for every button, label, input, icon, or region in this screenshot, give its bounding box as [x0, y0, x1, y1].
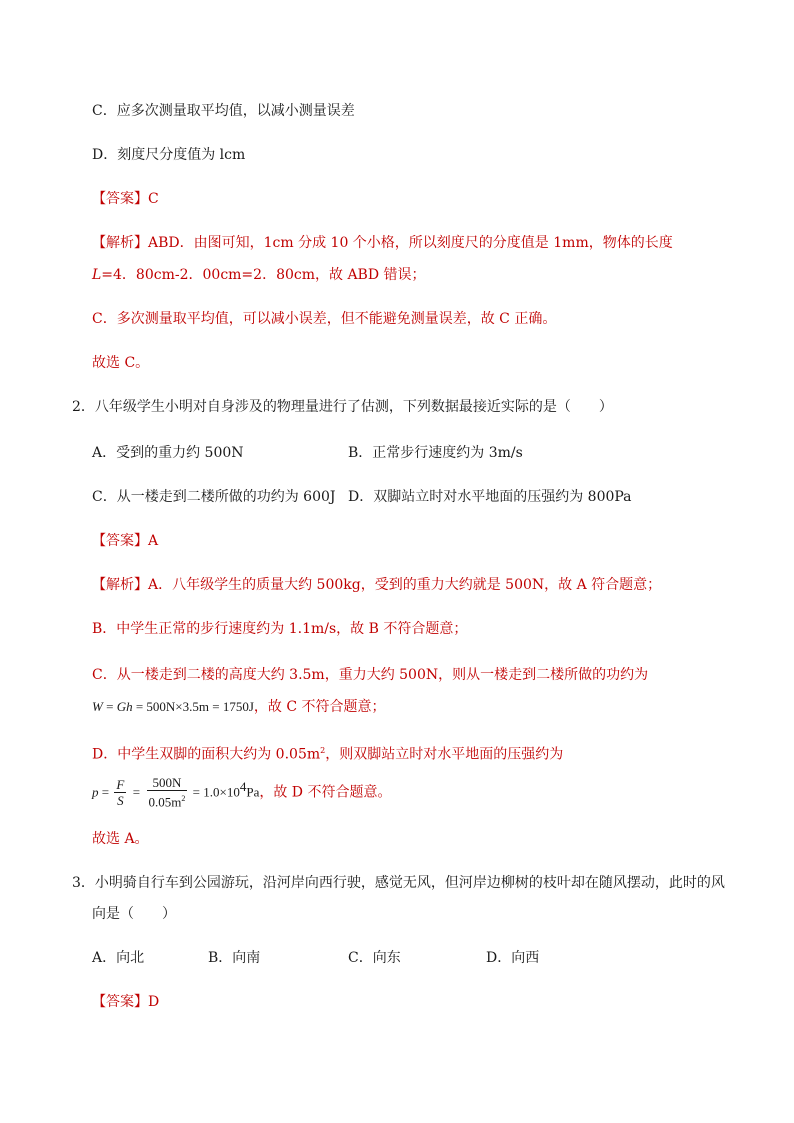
fraction-num-500n: 500N	[147, 775, 188, 791]
fraction-f-over-s	[114, 777, 126, 808]
formula-w-tail: ，故 C 不符合题意；	[253, 699, 386, 715]
fraction-den-s: S	[117, 793, 124, 809]
formula-p-result-sup: 4	[239, 779, 247, 794]
analysis-d-pre: D．中学生双脚的面积大约为 0.05m	[92, 746, 321, 763]
q2-option-a: A．受到的重力约 500N	[92, 445, 244, 461]
variable-l: L	[92, 267, 102, 283]
formula-p-eq: =	[98, 784, 113, 800]
q1-analysis-line3: C．多次测量取平均值，可以减小误差，但不能避免测量误差，故 C 正确。	[92, 311, 557, 327]
q2-formula-work	[92, 697, 386, 717]
q2-stem: 2．八年级学生小明对自身涉及的物理量进行了估测，下列数据最接近实际的是（ ）	[72, 399, 613, 415]
answer-tag: 【答案】	[92, 994, 148, 1010]
analysis-d-post: ，则双脚站立时对水平地面的压强约为	[325, 746, 564, 763]
formula-p-result: = 1.0×10	[189, 784, 240, 800]
q3-option-b: B．向南	[208, 950, 261, 966]
q2-formula-pressure: p = $\frac{F}{S}$ = $\frac{500N}{0.05m^2}$ = $1.0\times 10^4Pa$，故 D 不符合题意。	[92, 775, 392, 810]
q1-analysis-line2	[92, 265, 426, 285]
fraction-value	[147, 775, 188, 809]
analysis-text: =4．80cm-2．00cm=2．80cm，故 ABD 错误；	[101, 267, 426, 283]
q2-option-b: B．正常步行速度约为 3m/s	[348, 445, 523, 461]
q2-analysis-a	[92, 575, 661, 595]
analysis-d-sup: 2	[320, 746, 326, 755]
q3-option-a: A．向北	[92, 950, 145, 966]
answer-value: D	[148, 994, 160, 1010]
q2-answer	[92, 531, 158, 551]
answer-tag: 【答案】	[92, 191, 148, 207]
analysis-text: A．八年级学生的质量大约 500kg，受到的重力大约就是 500N，故 A 符合题意；	[148, 577, 662, 593]
answer-value: A	[148, 533, 159, 549]
formula-p-unit: Pa	[246, 784, 260, 800]
q1-answer	[92, 189, 159, 209]
fraction-den-area: $0.05m^2$	[148, 794, 186, 810]
answer-tag: 【答案】	[92, 533, 148, 549]
formula-w-var: W	[92, 699, 103, 714]
formula-p-tail: ，故 D 不符合题意。	[259, 784, 392, 801]
q2-conclusion: 故选 A。	[92, 831, 149, 847]
q2-analysis-b: B．中学生正常的步行速度约为 1.1m/s，故 B 不符合题意；	[92, 621, 468, 637]
formula-w-rest: = 500N×3.5m = 1750J	[132, 699, 254, 714]
q3-stem-line2: 向是（ ）	[92, 906, 176, 922]
analysis-text: ABD．由图可知，1cm 分成 10 个小格，所以刻度尺的分度值是 1mm，物体的长度	[148, 235, 673, 251]
q3-answer	[92, 992, 159, 1012]
fraction-num-f: F	[116, 777, 125, 793]
q3-stem-line1: 3．小明骑自行车到公园游玩，沿河岸向西行驶，感觉无风，但河岸边柳树的枝叶却在随风摆动，此时的风	[72, 875, 725, 891]
analysis-tag: 【解析】	[92, 577, 148, 593]
analysis-tag: 【解析】	[92, 235, 148, 251]
formula-w-gh: Gh	[116, 699, 133, 714]
q2-analysis-c: C．从一楼走到二楼的高度大约 3.5m，重力大约 500N，则从一楼走到二楼所做的功约为	[92, 667, 649, 683]
formula-w-eq: =	[102, 699, 117, 714]
answer-value: C	[148, 191, 159, 207]
q2-analysis-d	[92, 741, 563, 765]
q1-conclusion: 故选 C。	[92, 355, 150, 371]
q2-option-d: D．双脚站立时对水平地面的压强约为 800Pa	[348, 489, 632, 505]
q1-analysis-line1	[92, 233, 673, 253]
formula-p-var: p	[92, 784, 99, 800]
q3-option-c: C．向东	[348, 950, 401, 966]
q1-option-d: D．刻度尺分度值为 lcm	[92, 147, 246, 163]
q1-option-c: C．应多次测量取平均值，以减小测量误差	[92, 103, 355, 119]
q3-option-d: D．向西	[486, 950, 540, 966]
q2-option-c: C．从一楼走到二楼所做的功约为 600J	[92, 489, 336, 505]
